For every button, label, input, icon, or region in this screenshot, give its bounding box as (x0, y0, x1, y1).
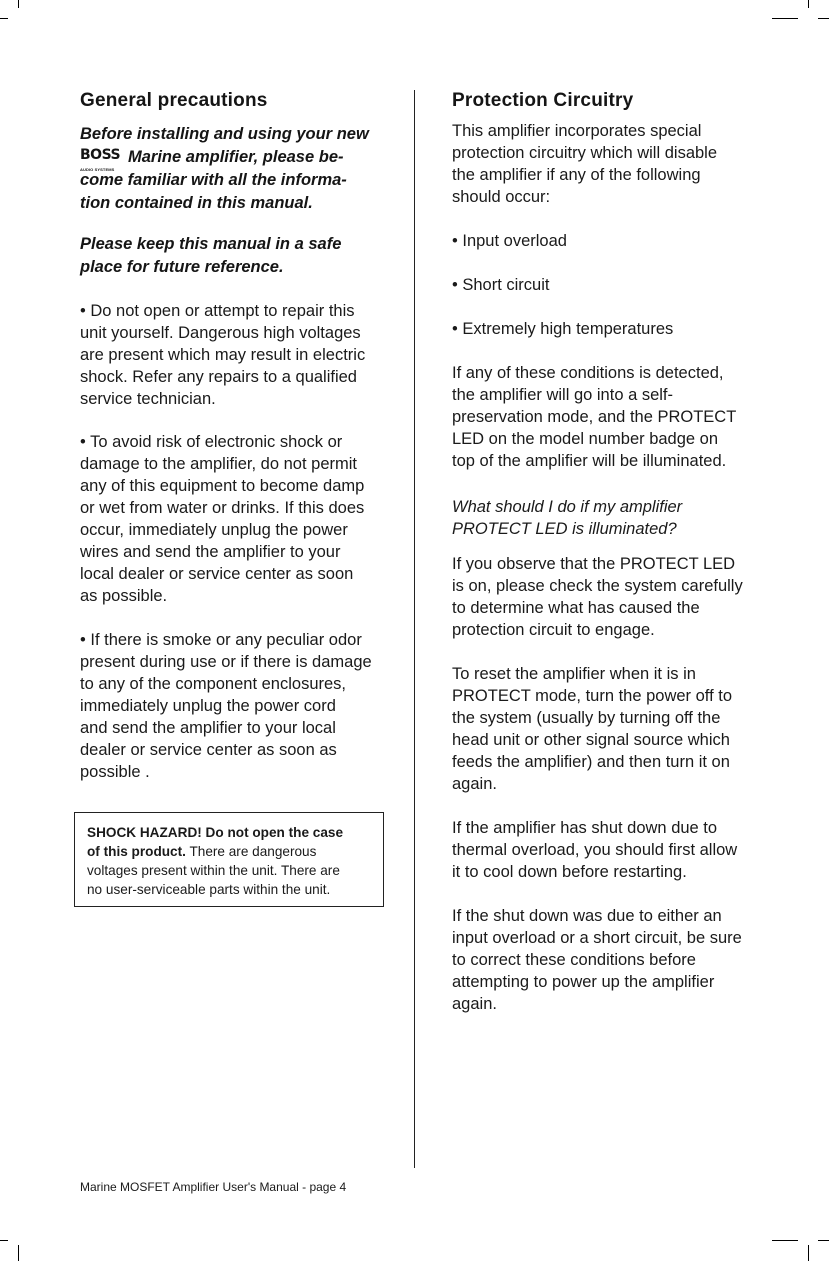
condition-input-overload: • Input overload (452, 232, 567, 250)
condition-high-temperature: • Extremely high temperatures (452, 320, 674, 338)
protection-intro: This amplifier incorporates special protection circuitry which will disable the amplifier if any of the following should occur: (452, 122, 718, 206)
precaution-bullet-moisture: • To avoid risk of electronic shock or damage to the amplifier, do not permit any of this equipment to become damp or wet from water or drinks. If this does occur, immediately unplug the power wires and send the amplifier to your local dealer or service center as soon as possible. (80, 433, 365, 605)
protect-led-question: What should I do if my amplifier PROTECT LED is illuminated? (452, 498, 683, 538)
page-footer: Marine MOSFET Amplifier User's Manual - page 4 (80, 1180, 347, 1194)
crop-mark (772, 1240, 798, 1241)
precaution-bullet-repair: • Do not open or attempt to repair this unit yourself. Dangerous high voltages are present which may result in electric shock. Refer any repairs to a qualified service technician. (80, 302, 366, 408)
thermal-paragraph: If the amplifier has shut down due to thermal overload, you should first allow it to cool down before restarting. (452, 819, 738, 881)
warning-bold-2: of this product. (87, 844, 186, 859)
warning-bold-1: SHOCK HAZARD! Do not open the case (87, 825, 344, 840)
intro-line-2: BOSS AUDIO SYSTEMS Marine amplifier, please be- (80, 147, 344, 172)
intro-paragraph (80, 123, 390, 215)
protection-circuitry-heading: Protection Circuitry (452, 90, 634, 111)
observe-paragraph: If you observe that the PROTECT LED is on, please check the system carefully to determine what has caused the protection circuit to engage. (452, 555, 743, 639)
precaution-bullet-smoke: • If there is smoke or any peculiar odor present during use or if there is damage to any of the component enclosures, immediately unplug the power cord and send the amplifier to your local dealer or service center as soon as possible . (80, 631, 372, 781)
crop-mark (772, 18, 798, 19)
crop-mark (18, 0, 19, 8)
crop-mark (808, 1245, 809, 1261)
warning-text-2: There are dangerous (185, 844, 317, 859)
reset-paragraph: To reset the amplifier when it is in PROTECT mode, turn the power off to the system (usually by turning off the head unit or other signal source which feeds the amplifier) and then turn it on again. (452, 665, 733, 793)
intro-line-1: Before installing and using your new (80, 125, 369, 143)
column-divider (414, 90, 415, 1168)
crop-mark (18, 1245, 19, 1261)
intro-line-4: tion contained in this manual. (80, 194, 313, 212)
shock-hazard-warning-box (74, 812, 384, 907)
crop-mark (0, 1240, 8, 1241)
general-precautions-heading: General precautions (80, 90, 268, 111)
boss-logo: BOSS AUDIO SYSTEMS (80, 147, 121, 172)
warning-text-3: voltages present within the unit. There are (87, 863, 340, 878)
crop-mark (0, 18, 8, 19)
shutdown-paragraph: If the shut down was due to either an input overload or a short circuit, be sure to correct these conditions before attempting to power up the amplifier again. (452, 907, 742, 1013)
warning-text-4: no user-serviceable parts within the unit. (87, 882, 331, 897)
intro-line-3: come familiar with all the informa- (80, 171, 347, 189)
crop-mark (808, 0, 809, 8)
crop-mark (818, 18, 829, 19)
keep-manual-note: Please keep this manual in a safe place for future reference. (80, 235, 342, 276)
crop-mark (818, 1240, 829, 1241)
condition-short-circuit: • Short circuit (452, 276, 550, 294)
conditions-detected-paragraph: If any of these conditions is detected, the amplifier will go into a self- preservation mode, and the PROTECT LED on the model number badge on top of the amplifier will be illuminated. (452, 364, 737, 470)
